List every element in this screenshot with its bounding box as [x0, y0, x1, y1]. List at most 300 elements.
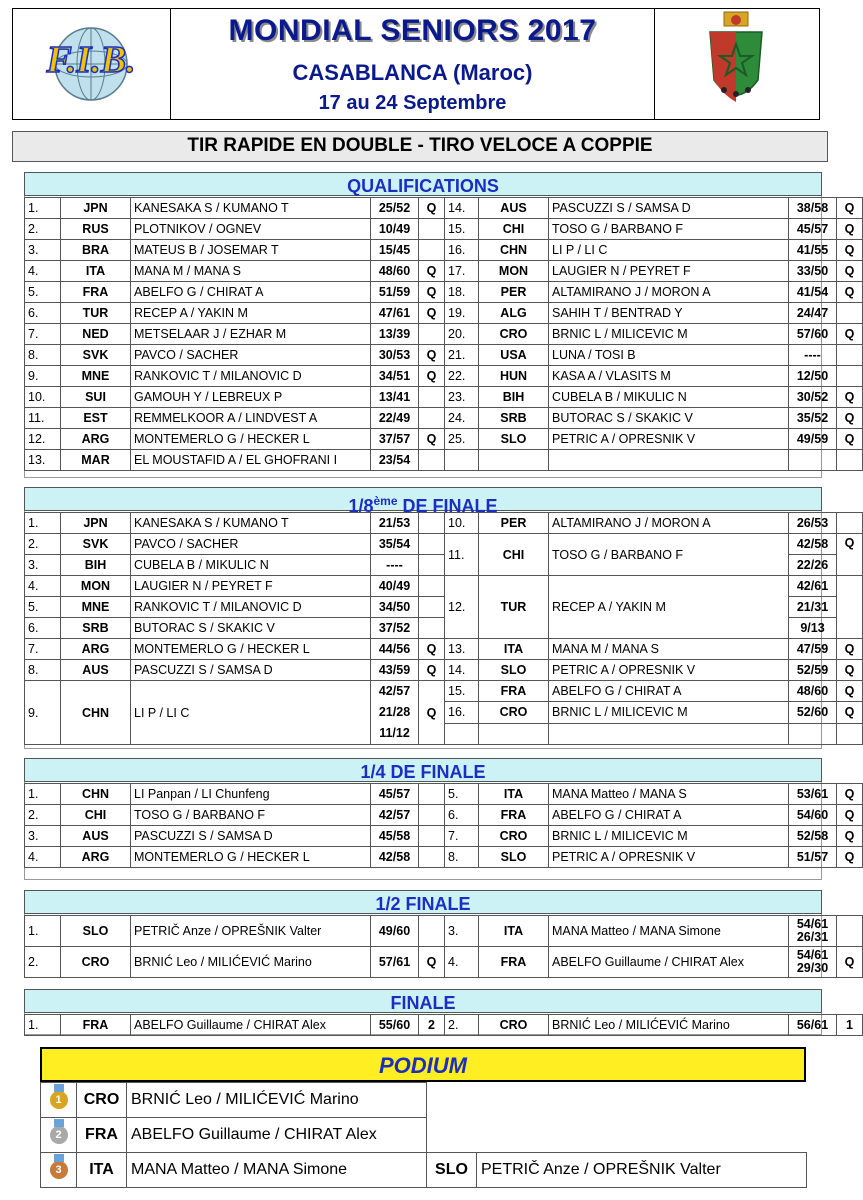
players: BRNIĆ Leo / MILIĆEVIĆ Marino	[127, 1083, 427, 1118]
podium-title: PODIUM	[40, 1047, 806, 1082]
medal-number: 3	[50, 1161, 68, 1179]
country: SLO	[479, 847, 549, 868]
quarter-title: 1/4 DE FINALE	[24, 758, 822, 782]
country: FRA	[479, 947, 549, 978]
score: 11/12	[379, 726, 410, 740]
table-row	[25, 681, 863, 702]
score: 49/59	[789, 429, 837, 450]
qualified	[419, 618, 445, 639]
score: 57/61	[371, 947, 419, 978]
qualified	[837, 303, 863, 324]
qualified	[419, 534, 445, 555]
score: 37/57	[371, 429, 419, 450]
country: NED	[61, 324, 131, 345]
players: ABELFO Guillaume / CHIRAT Alex	[131, 1015, 371, 1036]
rank: 3.	[445, 916, 479, 947]
rank: 9.	[25, 366, 61, 387]
players: ABELFO G / CHIRAT A	[549, 805, 789, 826]
rank: 25.	[445, 429, 479, 450]
players: PETRIC A / OPRESNIK V	[549, 660, 789, 681]
players: MANA M / MANA S	[131, 261, 371, 282]
players: MATEUS B / JOSEMAR T	[131, 240, 371, 261]
rank: 4.	[25, 847, 61, 868]
players: BUTORAC S / SKAKIC V	[549, 408, 789, 429]
players: ABELFO G / CHIRAT A	[549, 681, 789, 702]
page-title: MONDIAL SENIORS 2017	[228, 14, 597, 47]
players: KANESAKA S / KUMANO T	[131, 513, 371, 534]
score: 21/28	[378, 705, 411, 719]
table-row	[25, 916, 863, 947]
qualified: Q	[837, 847, 863, 868]
table-row	[25, 282, 863, 303]
qualified	[419, 805, 445, 826]
sets: 2	[419, 1015, 445, 1036]
country: CRO	[479, 324, 549, 345]
score: 24/47	[789, 303, 837, 324]
table-row	[25, 639, 863, 660]
qualified: Q	[419, 282, 445, 303]
qualified	[419, 847, 445, 868]
country: PER	[479, 282, 549, 303]
qualified	[419, 408, 445, 429]
players: BRNIC L / MILICEVIC M	[549, 702, 789, 723]
players: PLOTNIKOV / OGNEV	[131, 219, 371, 240]
players: MANA M / MANA S	[549, 639, 789, 660]
qualified: Q	[837, 324, 863, 345]
silver-medal-icon	[41, 1118, 77, 1153]
score: 21/53	[371, 513, 419, 534]
country: JPN	[61, 198, 131, 219]
players: SAHIH T / BENTRAD Y	[549, 303, 789, 324]
players: ALTAMIRANO J / MORON A	[549, 513, 789, 534]
crest-logo	[700, 10, 772, 116]
rank: 2.	[25, 219, 61, 240]
rank: 2.	[445, 1015, 479, 1036]
players: MONTEMERLO G / HECKER L	[131, 639, 371, 660]
players: BUTORAC S / SKAKIC V	[131, 618, 371, 639]
country: ALG	[479, 303, 549, 324]
bronze-medal-icon	[41, 1153, 77, 1188]
rank: 19.	[445, 303, 479, 324]
podium-row-silver	[41, 1118, 807, 1153]
rank: 4.	[25, 261, 61, 282]
score: 44/56	[371, 639, 419, 660]
score: 45/58	[371, 826, 419, 847]
qualified: Q	[419, 366, 445, 387]
players: RECEP A / YAKIN M	[131, 303, 371, 324]
score: 42/58	[371, 847, 419, 868]
table-row	[25, 366, 863, 387]
score: ----	[371, 555, 419, 576]
score-stack	[789, 916, 837, 947]
rank: 11.	[445, 534, 479, 576]
country: SRB	[479, 408, 549, 429]
players: PETRIC A / OPRESNIK V	[549, 429, 789, 450]
country: CHN	[61, 681, 131, 745]
players: LAUGIER N / PEYRET F	[549, 261, 789, 282]
country: CHN	[479, 240, 549, 261]
qualified: Q	[837, 387, 863, 408]
rank: 1.	[25, 513, 61, 534]
score: 42/58	[789, 534, 837, 555]
country: EST	[61, 408, 131, 429]
rank: 10.	[445, 513, 479, 534]
qualified	[837, 576, 863, 639]
qualified	[419, 597, 445, 618]
score: 52/59	[789, 660, 837, 681]
qualified	[837, 513, 863, 534]
eighth-title-main: 1/8	[348, 496, 374, 516]
country: FRA	[479, 681, 549, 702]
qualified: Q	[837, 805, 863, 826]
podium-row-gold	[41, 1083, 807, 1118]
players: CUBELA B / MIKULIC N	[131, 555, 371, 576]
table-row	[25, 387, 863, 408]
score: 55/60	[371, 1015, 419, 1036]
rank: 14.	[445, 198, 479, 219]
players: PASCUZZI S / SAMSA D	[131, 660, 371, 681]
qualified: Q	[837, 639, 863, 660]
table-row	[25, 450, 863, 471]
rank: 12.	[445, 576, 479, 639]
country: ARG	[61, 847, 131, 868]
score: 41/55	[789, 240, 837, 261]
qualified: Q	[419, 198, 445, 219]
country: SLO	[479, 660, 549, 681]
players: ABELFO Guillaume / CHIRAT Alex	[127, 1118, 427, 1153]
rank: 11.	[25, 408, 61, 429]
country: ITA	[479, 639, 549, 660]
score: 30/53	[371, 345, 419, 366]
rank: 2.	[25, 805, 61, 826]
qualifications-table	[24, 197, 863, 471]
rank: 1.	[25, 198, 61, 219]
rank: 13.	[445, 639, 479, 660]
players: MANA Matteo / MANA Simone	[549, 916, 789, 947]
rank: 2.	[25, 947, 61, 978]
country: CRO	[479, 826, 549, 847]
table-row	[25, 261, 863, 282]
rank: 14.	[445, 660, 479, 681]
rank: 10.	[25, 387, 61, 408]
score: 56/61	[789, 1015, 837, 1036]
podium-row-bronze	[41, 1153, 807, 1188]
final-table	[24, 1014, 863, 1036]
table-row	[25, 219, 863, 240]
table-row	[25, 534, 863, 555]
rank: 23.	[445, 387, 479, 408]
table-row	[25, 198, 863, 219]
players: BRNIĆ Leo / MILIĆEVIĆ Marino	[131, 947, 371, 978]
country: AUS	[61, 826, 131, 847]
players: ALTAMIRANO J / MORON A	[549, 282, 789, 303]
qualified	[419, 784, 445, 805]
score: 38/58	[789, 198, 837, 219]
score-stack	[789, 947, 837, 978]
rank: 5.	[25, 597, 61, 618]
rank: 13.	[25, 450, 61, 471]
qualified	[837, 366, 863, 387]
country: ITA	[61, 261, 131, 282]
semi-table	[24, 915, 863, 978]
table-row	[25, 576, 863, 597]
final-title: FINALE	[24, 989, 822, 1013]
table-row	[25, 947, 863, 978]
country: FRA	[61, 282, 131, 303]
players: TOSO G / BARBANO F	[549, 534, 789, 576]
players: BRNIC L / MILICEVIC M	[549, 324, 789, 345]
qualified: Q	[419, 303, 445, 324]
country: SUI	[61, 387, 131, 408]
table-row	[25, 429, 863, 450]
country: CRO	[479, 1015, 549, 1036]
page-dates: 17 au 24 Septembre	[318, 92, 507, 114]
players: MANA Matteo / MANA Simone	[127, 1153, 427, 1188]
table-row	[25, 784, 863, 805]
qualified: Q	[419, 345, 445, 366]
country: SLO	[427, 1153, 477, 1188]
score: 13/39	[371, 324, 419, 345]
rank: 3.	[25, 826, 61, 847]
players: METSELAAR J / EZHAR M	[131, 324, 371, 345]
rank: 5.	[25, 282, 61, 303]
podium-table	[40, 1082, 807, 1188]
rank: 7.	[25, 639, 61, 660]
qualified: Q	[419, 429, 445, 450]
eighth-title-sup: ème	[373, 494, 398, 508]
table-row	[25, 847, 863, 868]
qualified: Q	[837, 261, 863, 282]
score: 23/54	[371, 450, 419, 471]
qualified	[837, 916, 863, 947]
country: PER	[479, 513, 549, 534]
qualified	[419, 576, 445, 597]
country: AUS	[61, 660, 131, 681]
qualified: Q	[837, 282, 863, 303]
score: 42/57	[371, 805, 419, 826]
players: BRNIC L / MILICEVIC M	[549, 826, 789, 847]
score: 35/54	[371, 534, 419, 555]
score: 12/50	[789, 366, 837, 387]
qualified: Q	[837, 784, 863, 805]
qualified: Q	[419, 639, 445, 660]
country: CHI	[479, 219, 549, 240]
table-row	[25, 660, 863, 681]
qualified: Q	[837, 219, 863, 240]
rank: 8.	[25, 345, 61, 366]
rank: 7.	[445, 826, 479, 847]
qualified: Q	[837, 702, 863, 723]
qualified: Q	[419, 681, 445, 745]
score: 51/59	[371, 282, 419, 303]
eighth-title	[24, 487, 822, 516]
score: 43/59	[371, 660, 419, 681]
country: SVK	[61, 534, 131, 555]
gold-medal-icon	[41, 1083, 77, 1118]
score: 13/41	[371, 387, 419, 408]
players: LAUGIER N / PEYRET F	[131, 576, 371, 597]
rank: 2.	[25, 534, 61, 555]
score: 26/53	[789, 513, 837, 534]
players: GAMOUH Y / LEBREUX P	[131, 387, 371, 408]
qualified: Q	[837, 826, 863, 847]
medal-number: 2	[50, 1126, 68, 1144]
event-title: TIR RAPIDE EN DOUBLE - TIRO VELOCE A COPPIE	[12, 131, 828, 162]
semi-title: 1/2 FINALE	[24, 890, 822, 914]
score: 25/52	[371, 198, 419, 219]
rank: 7.	[25, 324, 61, 345]
country: MON	[479, 261, 549, 282]
qualified	[419, 450, 445, 471]
rank: 18.	[445, 282, 479, 303]
qualified	[419, 387, 445, 408]
rank: 5.	[445, 784, 479, 805]
quarter-table	[24, 783, 863, 868]
qualified	[419, 826, 445, 847]
rank: 17.	[445, 261, 479, 282]
country: MNE	[61, 597, 131, 618]
table-row	[25, 303, 863, 324]
page-city: CASABLANCA (Maroc)	[292, 60, 533, 85]
score: 45/57	[789, 219, 837, 240]
qualified: Q	[419, 660, 445, 681]
players: PASCUZZI S / SAMSA D	[549, 198, 789, 219]
score: 47/61	[371, 303, 419, 324]
players: CUBELA B / MIKULIC N	[549, 387, 789, 408]
score: 54/61	[796, 917, 829, 931]
rank: 24.	[445, 408, 479, 429]
qualified: Q	[837, 198, 863, 219]
score: 49/60	[371, 916, 419, 947]
country: HUN	[479, 366, 549, 387]
qualified	[419, 916, 445, 947]
score: 37/52	[371, 618, 419, 639]
players: RANKOVIC T / MILANOVIC D	[131, 366, 371, 387]
qualified: Q	[837, 429, 863, 450]
rank: 15.	[445, 681, 479, 702]
qualified: Q	[419, 261, 445, 282]
country: SLO	[479, 429, 549, 450]
score: 48/60	[371, 261, 419, 282]
score: 52/60	[789, 702, 837, 723]
score: 22/26	[789, 555, 837, 576]
country: ARG	[61, 639, 131, 660]
score: 15/45	[371, 240, 419, 261]
rank: 6.	[25, 618, 61, 639]
players: RECEP A / YAKIN M	[549, 576, 789, 639]
table-row	[25, 805, 863, 826]
score-stack	[371, 681, 419, 745]
qualified: Q	[837, 240, 863, 261]
score: ----	[789, 345, 837, 366]
players: MONTEMERLO G / HECKER L	[131, 429, 371, 450]
score: 9/13	[789, 618, 837, 639]
country: CRO	[61, 947, 131, 978]
country: BIH	[61, 555, 131, 576]
country: SRB	[61, 618, 131, 639]
players: PETRIC A / OPRESNIK V	[549, 847, 789, 868]
rank: 21.	[445, 345, 479, 366]
table-row	[25, 345, 863, 366]
eighth-table	[24, 512, 863, 745]
rank: 6.	[445, 805, 479, 826]
table-row	[25, 826, 863, 847]
players: ABELFO Guillaume / CHIRAT Alex	[549, 947, 789, 978]
rank: 12.	[25, 429, 61, 450]
players: PASCUZZI S / SAMSA D	[131, 826, 371, 847]
table-row	[25, 513, 863, 534]
players: MANA Matteo / MANA S	[549, 784, 789, 805]
score: 34/50	[371, 597, 419, 618]
players: LI Panpan / LI Chunfeng	[131, 784, 371, 805]
country: SLO	[61, 916, 131, 947]
qualified	[419, 324, 445, 345]
country: TUR	[479, 576, 549, 639]
country: FRA	[61, 1015, 131, 1036]
players: TOSO G / BARBANO F	[131, 805, 371, 826]
players: LI P / LI C	[131, 681, 371, 745]
score: 54/61	[796, 948, 829, 962]
qualified: Q	[837, 534, 863, 576]
players: ABELFO G / CHIRAT A	[131, 282, 371, 303]
score: 26/31	[796, 930, 829, 944]
players: RANKOVIC T / MILANOVIC D	[131, 597, 371, 618]
country: FRA	[77, 1118, 127, 1153]
country: ITA	[77, 1153, 127, 1188]
rank: 1.	[25, 1015, 61, 1036]
country: RUS	[61, 219, 131, 240]
score: 52/58	[789, 826, 837, 847]
fib-logo-text: F.I.B.	[46, 39, 136, 81]
rank: 16.	[445, 702, 479, 723]
score: 21/31	[789, 597, 837, 618]
table-row	[25, 240, 863, 261]
players: BRNIĆ Leo / MILIĆEVIĆ Marino	[549, 1015, 789, 1036]
qualified	[419, 219, 445, 240]
players: REMMELKOOR A / LINDVEST A	[131, 408, 371, 429]
score: 30/52	[789, 387, 837, 408]
score: 47/59	[789, 639, 837, 660]
rank: 6.	[25, 303, 61, 324]
country: FRA	[479, 805, 549, 826]
country: CHI	[479, 534, 549, 576]
score: 29/30	[796, 961, 829, 975]
score: 45/57	[371, 784, 419, 805]
country: JPN	[61, 513, 131, 534]
medal-number: 1	[50, 1091, 68, 1109]
qualified	[837, 345, 863, 366]
qualified: Q	[837, 681, 863, 702]
country: ARG	[61, 429, 131, 450]
qualified: Q	[837, 660, 863, 681]
rank: 8.	[25, 660, 61, 681]
players: KANESAKA S / KUMANO T	[131, 198, 371, 219]
rank: 20.	[445, 324, 479, 345]
qualified: Q	[837, 408, 863, 429]
country: ITA	[479, 784, 549, 805]
score: 33/50	[789, 261, 837, 282]
country: SVK	[61, 345, 131, 366]
country: CHI	[61, 805, 131, 826]
players: TOSO G / BARBANO F	[549, 219, 789, 240]
table-row	[25, 324, 863, 345]
players: LI P / LI C	[549, 240, 789, 261]
players: KASA A / VLASITS M	[549, 366, 789, 387]
players: PETRIČ Anze / OPREŠNIK Valter	[131, 916, 371, 947]
country: MON	[61, 576, 131, 597]
rank: 22.	[445, 366, 479, 387]
table-row	[25, 1015, 863, 1036]
